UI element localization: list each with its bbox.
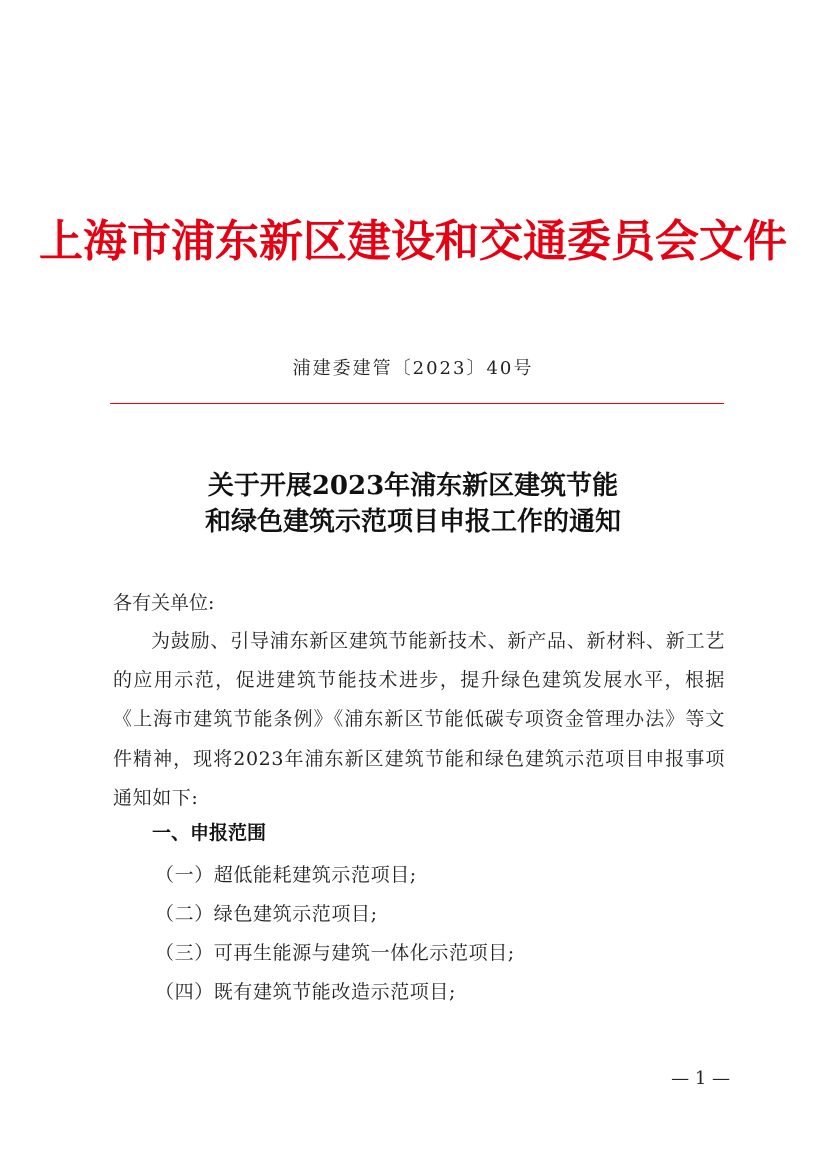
intro-paragraph: 为鼓励、引导浦东新区建筑节能新技术、新产品、新材料、新工艺的应用示范，促进建筑节能技术进步，提升绿色建筑发展水平，根据《上海市建筑节能条例》《浦东新区节能低碳专项资金管理办法》等文件精神，现将2023年浦东新区建筑节能和绿色建筑示范项目申报事项通知如下:: [113, 630, 725, 809]
section-heading-scope: 一、申报范围: [152, 822, 267, 844]
document-number: 浦建委建管〔2023〕40号: [292, 358, 534, 379]
page-number: — 1 —: [671, 1068, 730, 1089]
scope-list: [155, 856, 715, 1012]
list-item: （三）可再生能源与建筑一体化示范项目;: [155, 942, 515, 964]
document-title: [0, 468, 826, 540]
title-line-2: 和绿色建筑示范项目申报工作的通知: [204, 507, 621, 537]
list-item: （二）绿色建筑示范项目;: [155, 903, 378, 925]
title-line-1: 关于开展2023年浦东新区建筑节能: [207, 471, 619, 501]
salutation: 各有关单位:: [113, 592, 215, 614]
list-item: （一）超低能耗建筑示范项目;: [155, 864, 417, 886]
list-item: （四）既有建筑节能改造示范项目;: [155, 981, 457, 1003]
red-divider-line: [110, 403, 724, 404]
issuer-masthead: 上海市浦东新区建设和交通委员会文件: [39, 216, 787, 267]
